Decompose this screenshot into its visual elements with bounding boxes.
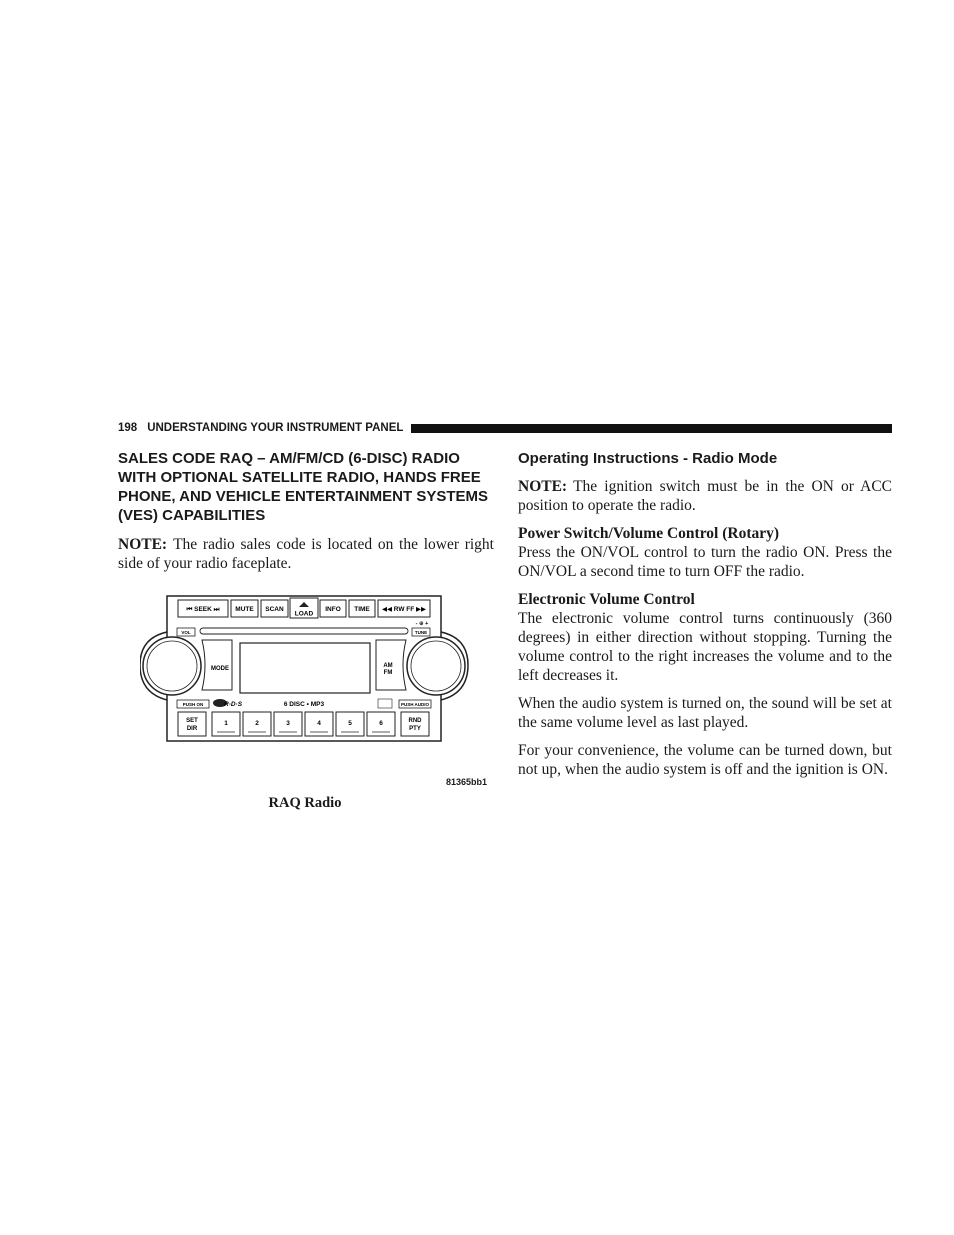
radio-illustration bbox=[140, 590, 490, 790]
note-label: NOTE: bbox=[118, 536, 168, 553]
seek-label: ⏮ SEEK ⏭ bbox=[186, 606, 220, 613]
convenience-paragraph: For your convenience, the volume can be turned down, but not up, when the audio system is off and the ignition is ON. bbox=[518, 742, 892, 778]
power-text: Press the ON/VOL control to turn the radio ON. Press the ON/VOL a second time to turn OFF the radio. bbox=[518, 544, 892, 580]
figure-code: 81365bb1 bbox=[446, 777, 488, 787]
header-rule bbox=[411, 424, 892, 433]
set-label: SET bbox=[186, 718, 198, 724]
volume-text: The electronic volume control turns continuously (360 degrees) in either direction without stopping. Turning the volume control to the right increases the volume and to the left decreases it. bbox=[518, 610, 892, 684]
last-volume-paragraph: When the audio system is turned on, the sound will be set at the same volume level as last played. bbox=[518, 695, 892, 731]
mute-label: MUTE bbox=[235, 606, 254, 613]
figure-caption: RAQ Radio bbox=[268, 795, 342, 811]
volume-knob[interactable] bbox=[143, 637, 201, 695]
fm-label: FM bbox=[383, 670, 393, 676]
am-label: AM bbox=[383, 663, 393, 669]
cd-slot bbox=[200, 628, 408, 634]
subsection-title: Operating Instructions - Radio Mode bbox=[518, 450, 778, 467]
push-on-label: PUSH ON bbox=[182, 702, 204, 707]
rwff-label: ◀◀ RW FF ▶▶ bbox=[381, 606, 427, 613]
load-label: LOAD bbox=[294, 610, 314, 618]
power-heading: Power Switch/Volume Control (Rotary) bbox=[518, 525, 780, 542]
right-column bbox=[518, 449, 892, 788]
set-dir-button[interactable] bbox=[178, 712, 206, 736]
tune-label: TUNE bbox=[414, 630, 428, 635]
radio-figure bbox=[140, 590, 490, 790]
info-label: INFO bbox=[325, 606, 341, 613]
mode-button[interactable] bbox=[202, 640, 232, 690]
scan-label: SCAN bbox=[265, 606, 284, 613]
rnd-label: RND bbox=[408, 718, 422, 724]
disc-label: 6 DISC • MP3 bbox=[283, 701, 325, 708]
mode-label: MODE bbox=[211, 666, 229, 672]
running-title: UNDERSTANDING YOUR INSTRUMENT PANEL bbox=[147, 422, 404, 434]
svg-text:1: 1 bbox=[224, 720, 228, 727]
section-title: SALES CODE RAQ – AM/FM/CD (6-DISC) RADIO WITH OPTIONAL SATELLITE RADIO, HANDS FREE PHONE, AND VEHICLE ENTERTAINMENT SYSTEMS (VES) CAPABILITIES bbox=[118, 450, 489, 524]
time-label: TIME bbox=[354, 606, 370, 613]
svg-text:5: 5 bbox=[348, 720, 352, 727]
page-header bbox=[118, 419, 892, 437]
minus-plus-label: - ⊕ + bbox=[415, 621, 429, 627]
note-paragraph bbox=[118, 535, 494, 573]
ignition-note bbox=[518, 477, 892, 515]
tune-knob[interactable] bbox=[407, 637, 465, 695]
ignition-note-text: The ignition switch must be in the ON or ACC position to operate the radio. bbox=[518, 478, 892, 514]
pty-label: PTY bbox=[409, 726, 421, 732]
note-text: The radio sales code is located on the lower right side of your radio faceplate. bbox=[118, 536, 494, 572]
dir-label: DIR bbox=[186, 726, 198, 732]
push-audio-label: PUSH AUDIO bbox=[400, 702, 430, 707]
page-number: 198 bbox=[118, 422, 138, 434]
vol-label: VOL bbox=[181, 630, 191, 635]
svg-text:6: 6 bbox=[379, 720, 383, 727]
note-label-right: NOTE: bbox=[518, 478, 568, 495]
svg-text:3: 3 bbox=[286, 720, 290, 727]
rds-label: R·D·S bbox=[224, 701, 243, 708]
volume-heading: Electronic Volume Control bbox=[518, 591, 695, 608]
svg-text:2: 2 bbox=[255, 720, 259, 727]
left-column bbox=[118, 449, 494, 582]
svg-text:4: 4 bbox=[317, 720, 321, 727]
rnd-pty-button[interactable] bbox=[401, 712, 429, 736]
radio-display bbox=[240, 643, 370, 693]
disc-logo-icon bbox=[378, 699, 392, 708]
